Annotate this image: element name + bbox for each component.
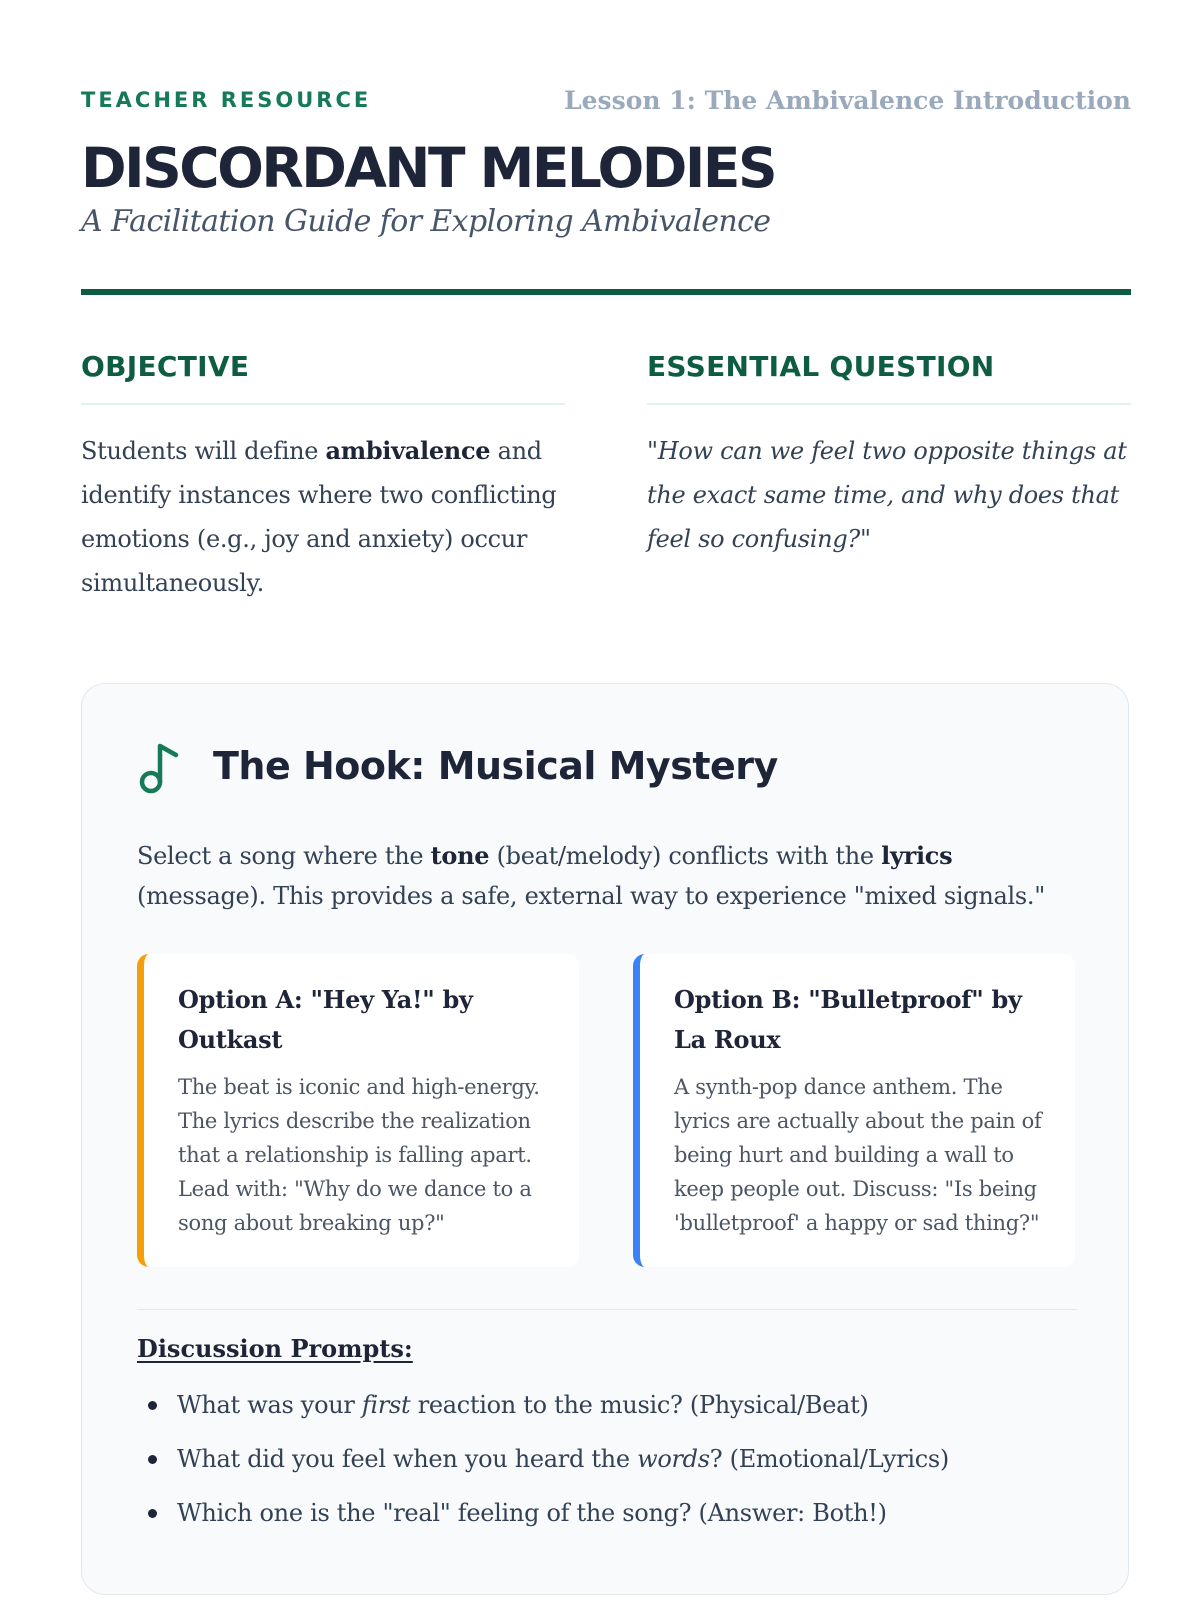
music-note-icon — [138, 740, 182, 796]
prompt-text: reaction to the music? (Physical/Beat) — [410, 1391, 869, 1419]
objective-heading: OBJECTIVE — [81, 350, 565, 405]
option-title: Option B: "Bulletproof" by La Roux — [674, 985, 1022, 1054]
objective-section — [81, 350, 565, 605]
hook-intro-part: (beat/melody) conflicts with the — [489, 842, 882, 870]
prompt-text: What was your — [177, 1391, 362, 1419]
objective-text-part: and identify instances where two conflicting emotions (e.g., joy and anxiety) occur simultaneously. — [81, 437, 557, 597]
header-divider — [81, 289, 1131, 295]
prompt-text: What did you feel when you heard the — [177, 1445, 638, 1473]
prompt-emphasis: words — [637, 1445, 710, 1473]
objective-text-part: Students will define — [81, 437, 326, 465]
list-item — [137, 1390, 949, 1444]
hook-intro-keyword: lyrics — [881, 841, 953, 870]
prompt-emphasis: first — [361, 1391, 411, 1419]
resource-eyebrow: TEACHER RESOURCE — [81, 88, 372, 112]
list-item — [137, 1444, 949, 1498]
prompt-text: ? (Emotional/Lyrics) — [709, 1445, 949, 1473]
list-item — [137, 1498, 949, 1552]
option-description: A synth-pop dance anthem. The lyrics are actually about the pain of being hurt and building a wall to keep people out. Discuss: "Is being 'bulletproof' a happy or sad thing?" — [674, 1075, 1042, 1235]
discussion-prompts-list — [137, 1390, 949, 1552]
lesson-label: Lesson 1: The Ambivalence Introduction — [564, 86, 1131, 115]
option-title: Option A: "Hey Ya!" by Outkast — [178, 985, 473, 1054]
option-description: The beat is iconic and high-energy. The lyrics describe the realization that a relationship is falling apart. Lead with: "Why do we dance to a song about breaking up?" — [178, 1075, 540, 1235]
hook-intro-keyword: tone — [430, 841, 490, 870]
hook-card — [81, 683, 1129, 1595]
hook-title: The Hook: Musical Mystery — [213, 744, 778, 788]
option-card-b — [633, 954, 1075, 1267]
objective-text — [81, 429, 565, 605]
hook-intro-part: Select a song where the — [137, 842, 431, 870]
prompt-text: Which one is the "real" feeling of the song? (Answer: Both!) — [177, 1499, 887, 1527]
section-divider — [137, 1309, 1077, 1310]
page-subtitle: A Facilitation Guide for Exploring Ambivalence — [81, 204, 771, 239]
essential-question-text: "How can we feel two opposite things at the exact same time, and why does that feel so confusing?" — [647, 437, 1127, 553]
discussion-prompts-label: Discussion Prompts: — [137, 1334, 413, 1363]
essential-question-heading: ESSENTIAL QUESTION — [647, 350, 1131, 405]
objective-keyword: ambivalence — [325, 436, 491, 465]
hook-intro — [137, 836, 1077, 916]
option-card-a — [137, 954, 579, 1267]
page-title: DISCORDANT MELODIES — [81, 136, 776, 200]
essential-question-section — [647, 350, 1131, 561]
hook-intro-part: (message). This provides a safe, external way to experience "mixed signals." — [137, 882, 1045, 910]
